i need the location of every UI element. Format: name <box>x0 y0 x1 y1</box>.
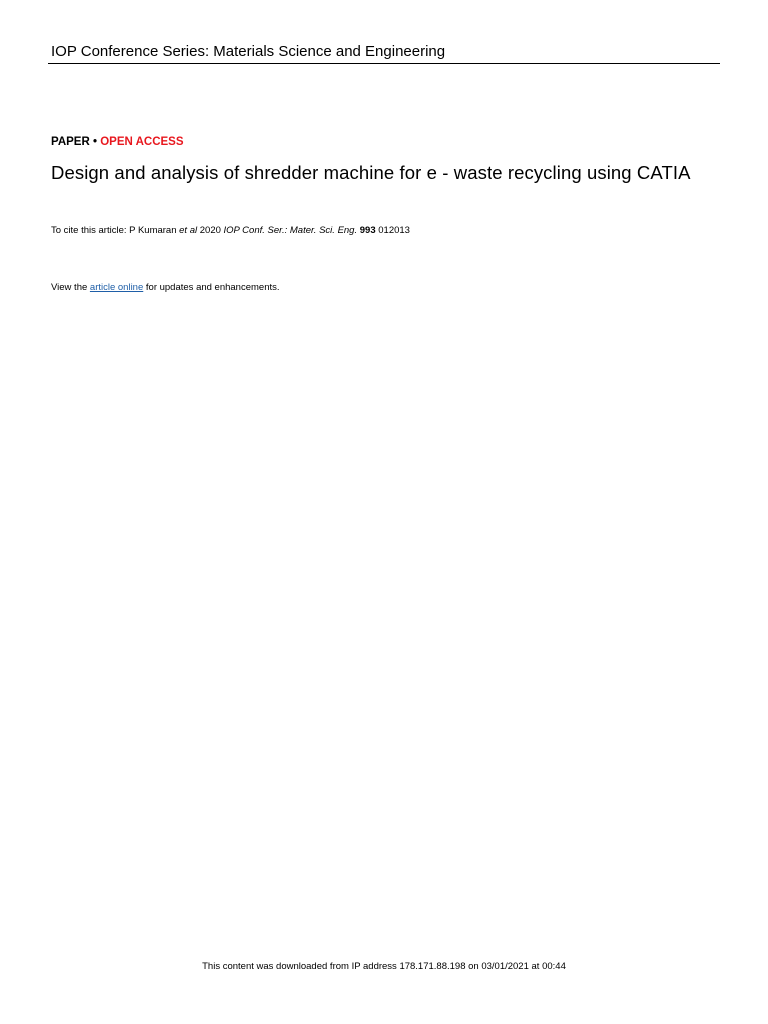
citation-journal: IOP Conf. Ser.: Mater. Sci. Eng. <box>223 225 358 236</box>
journal-header <box>48 40 720 64</box>
label-separator: • <box>92 136 98 148</box>
download-notice: This content was downloaded from IP address 178.171.88.198 on 03/01/2021 at 00:44 <box>202 961 566 972</box>
citation-year: 2020 <box>199 225 221 236</box>
open-access-badge: OPEN ACCESS <box>100 136 184 148</box>
view-online-after: for updates and enhancements. <box>145 282 280 293</box>
view-online-line <box>51 282 280 294</box>
citation-article-number: 012013 <box>378 225 410 236</box>
paper-title: Design and analysis of shredder machine for e - waste recycling using CATIA <box>51 162 691 183</box>
citation-line <box>51 225 410 237</box>
view-online-before: View the <box>51 282 88 293</box>
journal-name: IOP Conference Series: Materials Science and Engineering <box>51 43 446 60</box>
article-online-link[interactable]: article online <box>89 282 144 293</box>
citation-et-al: et al <box>179 225 198 236</box>
citation-prefix: To cite this article: P Kumaran <box>51 225 177 236</box>
paper-type-label: PAPER <box>51 136 90 148</box>
citation-volume: 993 <box>359 225 376 236</box>
paper-access-label <box>51 135 184 149</box>
